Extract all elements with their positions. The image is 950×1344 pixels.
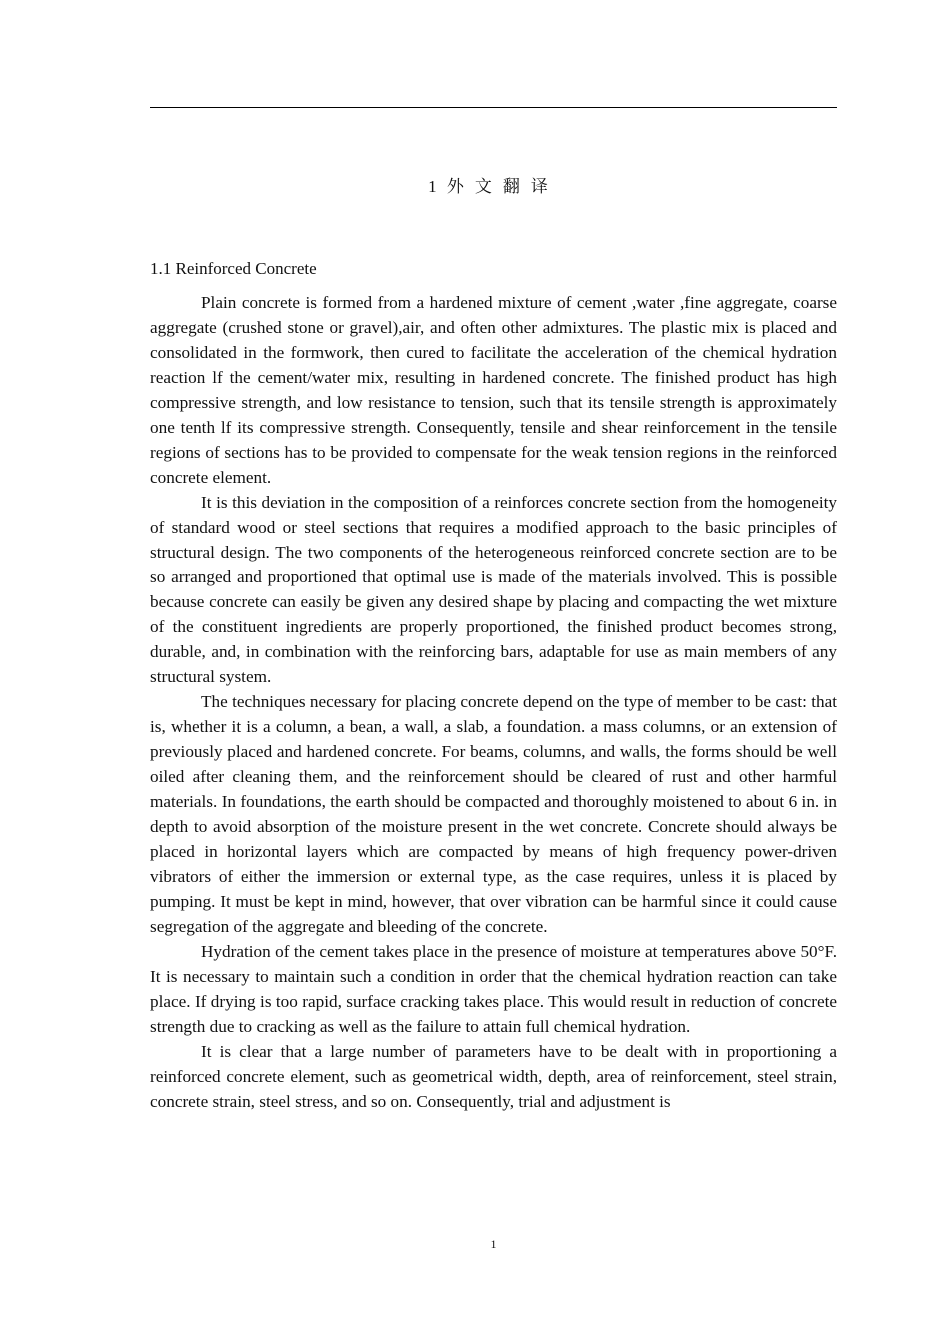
paragraph: It is this deviation in the composition of a reinforces concrete section from the homogeneity of standard wood or steel sections that requires a modified approach to the basic principles of structural design. The two components of the heterogeneous reinforced concrete section are to be so arranged and proportioned that optimal use is made of the materials involved. This is possible because concrete can easily be given any desired shape by placing and compacting the wet mixture of the constituent ingredients are properly proportioned, the finished product becomes strong, durable, and, in combination with the reinforcing bars, adaptable for use as main members of any structural system. (150, 492, 837, 687)
paragraph: It is clear that a large number of parameters have to be dealt with in proportioning a reinforced concrete element, such as geometrical width, depth, area of reinforcement, steel strain, concrete strain, steel stress, and so on. Consequently, trial and adjustment is (150, 1041, 837, 1111)
page-number: 1 (490, 1237, 497, 1251)
chapter-title-text: 外文翻译 (446, 177, 559, 196)
header-rule (150, 107, 837, 108)
section-heading: 1.1 Reinforced Concrete (150, 259, 317, 278)
chapter-title (150, 176, 837, 198)
paragraph: Hydration of the cement takes place in the presence of moisture at temperatures above 50°F. It is necessary to maintain such a condition in order that the chemical hydration reaction can take place. If drying is too rapid, surface cracking takes place. This would result in reduction of concrete strength due to cracking as well as the failure to attain full chemical hydration. (150, 941, 837, 1036)
body-text (150, 291, 837, 1114)
paragraph: Plain concrete is formed from a hardened mixture of cement ,water ,fine aggregate, coarse aggregate (crushed stone or gravel),air, and often other admixtures. The plastic mix is placed and consolidated in the formwork, then cured to facilitate the acceleration of the chemical hydration reaction lf the cement/water mix, resulting in hardened concrete. The finished product has high compressive strength, and low resistance to tension, such that its tensile strength is approximately one tenth lf its compressive strength. Consequently, tensile and shear reinforcement in the tensile regions of sections has to be provided to compensate for the weak tension regions in the reinforced concrete element. (150, 293, 837, 487)
chapter-number: 1 (428, 177, 437, 196)
paragraph: The techniques necessary for placing concrete depend on the type of member to be cast: that is, whether it is a column, a bean, a wall, a slab, a foundation. a mass columns, or an extension of previously placed and hardened concrete. For beams, columns, and walls, the forms should be well oiled after cleaning them, and the reinforcement should be cleared of rust and other harmful materials. In foundations, the earth should be compacted and thoroughly moistened to about 6 in. in depth to avoid absorption of the moisture present in the wet concrete. Concrete should always be placed in horizontal layers which are compacted by means of high frequency power-driven vibrators of either the immersion or external type, as the case requires, unless it is placed by pumping. It must be kept in mind, however, that over vibration can be harmful since it could cause segregation of the aggregate and bleeding of the concrete. (150, 692, 837, 936)
